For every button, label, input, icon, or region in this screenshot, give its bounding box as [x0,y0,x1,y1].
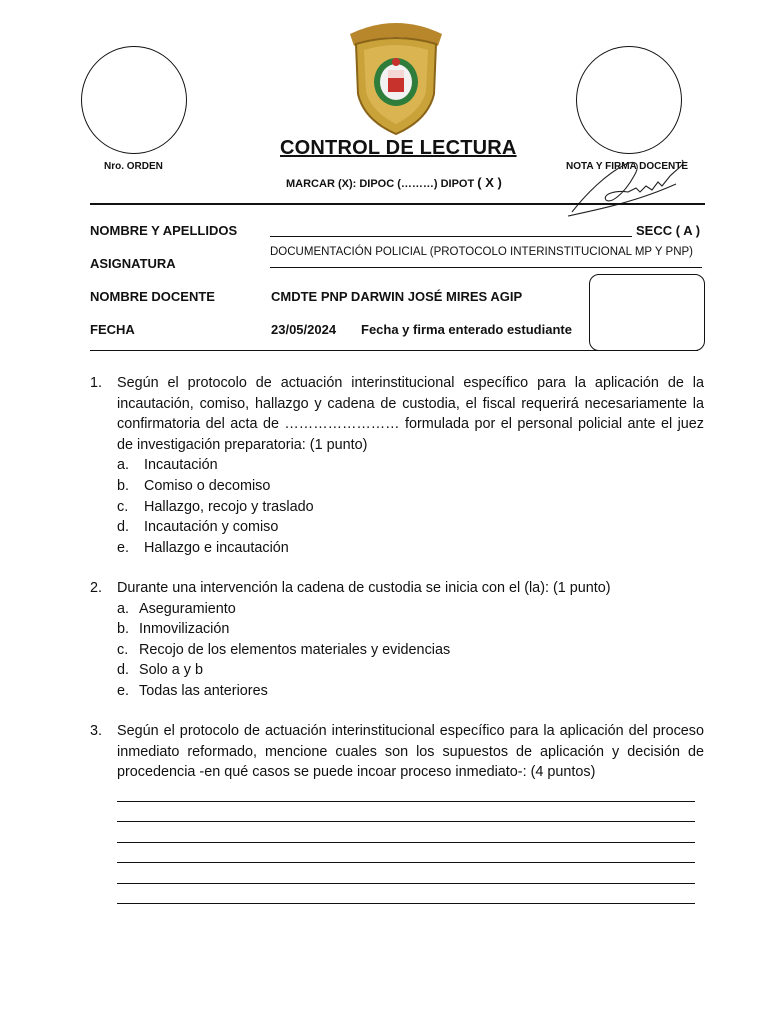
question-text: Según el protocolo de actuación interinstitucional específico para la aplicación del proceso inmediato reformado, mencione cuales son los supuestos de aplicación y decisión de procedencia -en qué casos se puede incoar proceso inmediato-: (4 puntos) [117,723,704,781]
subject-underline [270,267,702,268]
option-text: Aseguramiento [139,600,236,617]
option-text: Recojo de los elementos materiales y evidencias [139,641,451,658]
subject-value: DOCUMENTACIÓN POLICIAL (PROTOCOLO INTERINSTITUCIONAL MP Y PNP) [270,246,694,258]
option-letter: e. [117,539,130,556]
option-letter: d. [117,662,130,679]
option-item[interactable] [117,599,704,620]
date-value: 23/05/2024 [271,322,337,337]
option-letter: d. [117,519,130,536]
section-value: SECC ( A ) [636,223,701,238]
answer-line[interactable] [117,801,695,802]
order-number-label: Nro. ORDEN [104,161,163,172]
option-text: Incautación y comiso [144,519,279,536]
option-letter: c. [117,641,129,658]
order-number-circle [81,46,187,154]
marcar-text: MARCAR (X): DIPOC (………) DIPOT [286,178,475,190]
option-letter: a. [117,600,130,617]
question-text: Según el protocolo de actuación interinstitucional específico para la aplicación de la incautación, comiso, hallazgo y cadena de custodia, el fiscal requerirá necesariamente la confirmatoria del acta de …………………… formulada por el personal policial ante el juez de investigación preparatoria: (1 punto) [117,375,704,453]
option-letter: e. [117,682,130,699]
student-signature-box[interactable] [589,274,705,351]
question-text: Durante una intervención la cadena de custodia se inicia con el (la): (1 punto) [117,580,611,596]
option-text: Inmovilización [139,621,230,638]
question-2 [90,578,704,702]
answer-line[interactable] [117,821,695,822]
option-letter: b. [117,621,130,638]
grade-circle [576,46,682,154]
option-letter: c. [117,498,129,515]
subject-label: ASIGNATURA [90,256,176,271]
question-3 [90,721,704,783]
option-item[interactable] [117,640,704,661]
option-text: Comiso o decomiso [144,477,271,494]
police-school-emblem [342,12,450,136]
question-number: 2. [90,580,103,596]
grade-signature-label: NOTA Y FIRMA DOCENTE [566,161,689,172]
answer-line[interactable] [117,862,695,863]
question-number: 1. [90,375,103,391]
date-label: FECHA [90,322,135,337]
option-text: Solo a y b [139,662,203,679]
option-item[interactable] [117,476,704,497]
teacher-label: NOMBRE DOCENTE [90,289,215,304]
option-item[interactable] [117,681,704,702]
option-text: Hallazgo, recojo y traslado [144,498,314,515]
teacher-value: CMDTE PNP DARWIN JOSÉ MIRES AGIP [271,289,523,304]
option-item[interactable] [117,517,704,538]
option-item[interactable] [117,455,704,476]
name-label: NOMBRE Y APELLIDOS [90,223,238,238]
header-divider [90,203,705,205]
option-text: Incautación [144,457,218,474]
options-list [117,599,704,702]
question-1 [90,373,704,558]
question-number: 3. [90,723,103,739]
student-ack-label: Fecha y firma enterado estudiante [361,322,572,337]
name-underline[interactable] [270,236,632,237]
option-letter: a. [117,457,130,474]
option-text: Todas las anteriores [139,682,268,699]
option-item[interactable] [117,538,704,559]
answer-line[interactable] [117,883,695,884]
answer-line[interactable] [117,903,695,904]
option-item[interactable] [117,497,704,518]
marcar-line [286,175,502,190]
marcar-choice: ( X ) [477,175,502,190]
options-list [117,455,704,558]
page-title: CONTROL DE LECTURA [280,137,517,159]
teacher-signature [566,154,696,220]
option-letter: b. [117,477,130,494]
option-text: Hallazgo e incautación [144,539,289,556]
option-item[interactable] [117,619,704,640]
option-item[interactable] [117,660,704,681]
answer-line[interactable] [117,842,695,843]
